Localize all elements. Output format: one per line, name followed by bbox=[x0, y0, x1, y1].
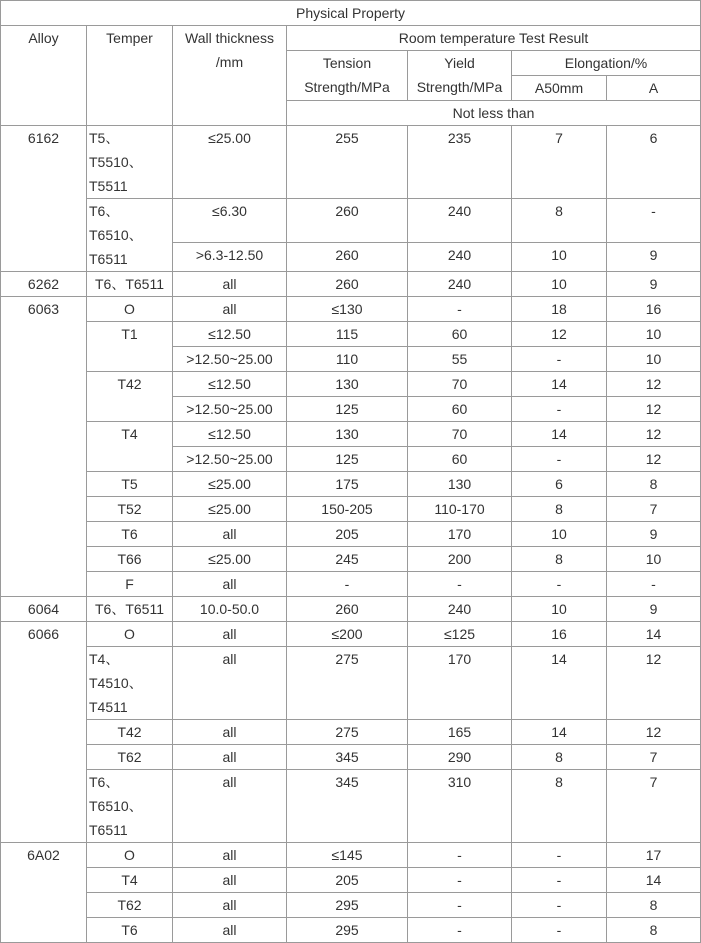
temper-cell: T66 bbox=[87, 547, 173, 572]
tension-cell: 260 bbox=[287, 597, 408, 622]
yield-cell: 170 bbox=[408, 522, 512, 547]
wall-thickness-cell: ≤6.30 bbox=[173, 199, 287, 243]
temper-cell: O bbox=[87, 622, 173, 647]
table-row bbox=[1, 522, 701, 547]
a-cell: 9 bbox=[607, 272, 701, 297]
temper-cell: T62 bbox=[87, 893, 173, 918]
a50-cell: 18 bbox=[512, 297, 607, 322]
wall-thickness-cell: all bbox=[173, 572, 287, 597]
a50-cell: - bbox=[512, 397, 607, 422]
a-cell: - bbox=[607, 199, 701, 243]
a50-cell: - bbox=[512, 572, 607, 597]
header-elongation: Elongation/% bbox=[512, 51, 701, 76]
temper-cell: T6 bbox=[87, 522, 173, 547]
table-row bbox=[1, 547, 701, 572]
table-row bbox=[1, 199, 701, 243]
tension-cell: 125 bbox=[287, 447, 408, 472]
header-temper: Temper bbox=[87, 26, 173, 126]
yield-cell: 60 bbox=[408, 447, 512, 472]
header-tension bbox=[287, 51, 408, 101]
wall-thickness-cell: all bbox=[173, 843, 287, 868]
temper-cell: T4 bbox=[87, 868, 173, 893]
wall-thickness-cell: ≤25.00 bbox=[173, 497, 287, 522]
tension-cell: 295 bbox=[287, 918, 408, 943]
tension-cell: 130 bbox=[287, 372, 408, 397]
yield-cell: - bbox=[408, 918, 512, 943]
temper-line: T6511 bbox=[89, 822, 128, 838]
temper-line: T6、T6510、 bbox=[89, 774, 143, 814]
a50-cell: 8 bbox=[512, 770, 607, 843]
table-row bbox=[1, 572, 701, 597]
temper-cell bbox=[87, 770, 173, 843]
temper-cell: T1 bbox=[87, 322, 173, 372]
yield-cell: 240 bbox=[408, 597, 512, 622]
temper-cell: T4 bbox=[87, 422, 173, 472]
wall-thickness-cell: ≤25.00 bbox=[173, 472, 287, 497]
a-cell: 10 bbox=[607, 322, 701, 347]
a50-cell: - bbox=[512, 918, 607, 943]
wall-thickness-cell: all bbox=[173, 272, 287, 297]
a50-cell: 7 bbox=[512, 126, 607, 199]
tension-cell: - bbox=[287, 572, 408, 597]
wall-thickness-cell: ≤25.00 bbox=[173, 126, 287, 199]
a-cell: 8 bbox=[607, 472, 701, 497]
table-row bbox=[1, 472, 701, 497]
wall-thickness-cell: >12.50~25.00 bbox=[173, 397, 287, 422]
a-cell: 6 bbox=[607, 126, 701, 199]
table-row bbox=[1, 720, 701, 745]
table-row bbox=[1, 868, 701, 893]
wall-thickness-cell: all bbox=[173, 622, 287, 647]
a50-cell: - bbox=[512, 843, 607, 868]
temper-cell: O bbox=[87, 297, 173, 322]
yield-cell: 60 bbox=[408, 322, 512, 347]
table-row bbox=[1, 372, 701, 397]
tension-cell: 260 bbox=[287, 243, 408, 272]
yield-cell: - bbox=[408, 893, 512, 918]
tension-cell: 245 bbox=[287, 547, 408, 572]
wall-thickness-cell: >6.3-12.50 bbox=[173, 243, 287, 272]
a50-cell: 14 bbox=[512, 647, 607, 720]
alloy-cell: 6063 bbox=[1, 297, 87, 597]
tension-cell: ≤130 bbox=[287, 297, 408, 322]
yield-cell: 235 bbox=[408, 126, 512, 199]
yield-cell: 165 bbox=[408, 720, 512, 745]
alloy-cell: 6066 bbox=[1, 622, 87, 843]
a50-cell: 8 bbox=[512, 745, 607, 770]
tension-cell: 115 bbox=[287, 322, 408, 347]
yield-cell: 70 bbox=[408, 422, 512, 447]
tension-cell: 255 bbox=[287, 126, 408, 199]
table-row bbox=[1, 893, 701, 918]
wall-thickness-cell: all bbox=[173, 522, 287, 547]
header-alloy: Alloy bbox=[1, 26, 87, 126]
header-yield bbox=[408, 51, 512, 101]
wall-thickness-cell: all bbox=[173, 297, 287, 322]
a50-cell: - bbox=[512, 868, 607, 893]
tension-cell: 205 bbox=[287, 868, 408, 893]
a50-cell: 14 bbox=[512, 372, 607, 397]
table-row bbox=[1, 297, 701, 322]
table-title: Physical Property bbox=[1, 1, 701, 26]
yield-cell: 310 bbox=[408, 770, 512, 843]
yield-cell: 240 bbox=[408, 272, 512, 297]
wall-thickness-cell: >12.50~25.00 bbox=[173, 447, 287, 472]
a-cell: 12 bbox=[607, 372, 701, 397]
table-row bbox=[1, 918, 701, 943]
a50-cell: 12 bbox=[512, 322, 607, 347]
alloy-cell: 6262 bbox=[1, 272, 87, 297]
alloy-cell: 6064 bbox=[1, 597, 87, 622]
temper-line: T5511 bbox=[89, 178, 128, 194]
wall-thickness-cell: all bbox=[173, 720, 287, 745]
table-row bbox=[1, 770, 701, 843]
wall-thickness-cell: ≤12.50 bbox=[173, 372, 287, 397]
wall-thickness-cell: all bbox=[173, 893, 287, 918]
a50-cell: 16 bbox=[512, 622, 607, 647]
a-cell: 9 bbox=[607, 522, 701, 547]
wall-thickness-cell: all bbox=[173, 868, 287, 893]
tension-cell: 150-205 bbox=[287, 497, 408, 522]
temper-cell: O bbox=[87, 843, 173, 868]
table-row bbox=[1, 497, 701, 522]
table-row bbox=[1, 272, 701, 297]
header-tension-line2: Strength/MPa bbox=[304, 79, 390, 95]
wall-thickness-cell: all bbox=[173, 918, 287, 943]
tension-cell: 260 bbox=[287, 272, 408, 297]
a-cell: 10 bbox=[607, 547, 701, 572]
temper-line: T5、T5510、 bbox=[89, 130, 143, 170]
temper-cell bbox=[87, 647, 173, 720]
tension-cell: 125 bbox=[287, 397, 408, 422]
wall-thickness-cell: all bbox=[173, 647, 287, 720]
a-cell: 8 bbox=[607, 918, 701, 943]
temper-cell: T52 bbox=[87, 497, 173, 522]
tension-cell: ≤200 bbox=[287, 622, 408, 647]
temper-cell: F bbox=[87, 572, 173, 597]
a-cell: 12 bbox=[607, 422, 701, 447]
temper-cell: T42 bbox=[87, 720, 173, 745]
a-cell: 14 bbox=[607, 868, 701, 893]
header-a: A bbox=[607, 76, 701, 101]
yield-cell: - bbox=[408, 572, 512, 597]
a50-cell: 14 bbox=[512, 720, 607, 745]
tension-cell: 130 bbox=[287, 422, 408, 447]
alloy-cell: 6A02 bbox=[1, 843, 87, 943]
table-row bbox=[1, 126, 701, 199]
header-yield-line2: Strength/MPa bbox=[416, 79, 503, 95]
tension-cell: ≤145 bbox=[287, 843, 408, 868]
a-cell: 9 bbox=[607, 243, 701, 272]
a50-cell: 8 bbox=[512, 497, 607, 522]
a-cell: 12 bbox=[607, 447, 701, 472]
table-row bbox=[1, 597, 701, 622]
yield-cell: 170 bbox=[408, 647, 512, 720]
a-cell: 7 bbox=[607, 745, 701, 770]
wall-thickness-cell: ≤12.50 bbox=[173, 322, 287, 347]
a50-cell: 10 bbox=[512, 597, 607, 622]
tension-cell: 345 bbox=[287, 745, 408, 770]
a-cell: 7 bbox=[607, 497, 701, 522]
temper-cell: T6、T6511 bbox=[87, 272, 173, 297]
table-row bbox=[1, 322, 701, 347]
a-cell: 12 bbox=[607, 647, 701, 720]
temper-line: T6、T6510、 bbox=[89, 203, 143, 243]
temper-line: T4511 bbox=[89, 699, 128, 715]
wall-thickness-cell: >12.50~25.00 bbox=[173, 347, 287, 372]
tension-cell: 110 bbox=[287, 347, 408, 372]
header-tension-line1: Tension bbox=[322, 55, 372, 71]
tension-cell: 275 bbox=[287, 720, 408, 745]
yield-cell: 55 bbox=[408, 347, 512, 372]
a-cell: 12 bbox=[607, 720, 701, 745]
wall-thickness-cell: 10.0-50.0 bbox=[173, 597, 287, 622]
header-wall-thickness bbox=[173, 26, 287, 126]
a-cell: 17 bbox=[607, 843, 701, 868]
a50-cell: - bbox=[512, 347, 607, 372]
a50-cell: - bbox=[512, 893, 607, 918]
a50-cell: 8 bbox=[512, 547, 607, 572]
yield-cell: - bbox=[408, 843, 512, 868]
a-cell: 7 bbox=[607, 770, 701, 843]
a50-cell: - bbox=[512, 447, 607, 472]
temper-line: T4、T4510、 bbox=[89, 651, 143, 691]
temper-line: T6511 bbox=[89, 251, 128, 267]
alloy-cell: 6162 bbox=[1, 126, 87, 272]
a-cell: 9 bbox=[607, 597, 701, 622]
header-a50mm: A50mm bbox=[512, 76, 607, 101]
temper-cell bbox=[87, 126, 173, 199]
temper-cell: T62 bbox=[87, 745, 173, 770]
yield-cell: 130 bbox=[408, 472, 512, 497]
tension-cell: 345 bbox=[287, 770, 408, 843]
a-cell: - bbox=[607, 572, 701, 597]
tension-cell: 205 bbox=[287, 522, 408, 547]
tension-cell: 175 bbox=[287, 472, 408, 497]
wall-thickness-cell: all bbox=[173, 745, 287, 770]
tension-cell: 275 bbox=[287, 647, 408, 720]
yield-cell: 290 bbox=[408, 745, 512, 770]
table-row bbox=[1, 647, 701, 720]
yield-cell: 200 bbox=[408, 547, 512, 572]
a50-cell: 10 bbox=[512, 522, 607, 547]
a-cell: 10 bbox=[607, 347, 701, 372]
yield-cell: 240 bbox=[408, 199, 512, 243]
a-cell: 8 bbox=[607, 893, 701, 918]
a50-cell: 8 bbox=[512, 199, 607, 243]
a50-cell: 10 bbox=[512, 243, 607, 272]
a50-cell: 14 bbox=[512, 422, 607, 447]
yield-cell: - bbox=[408, 868, 512, 893]
yield-cell: 60 bbox=[408, 397, 512, 422]
temper-cell: T6 bbox=[87, 918, 173, 943]
header-room-temperature: Room temperature Test Result bbox=[287, 26, 701, 51]
a50-cell: 10 bbox=[512, 272, 607, 297]
temper-cell: T5 bbox=[87, 472, 173, 497]
a50-cell: 6 bbox=[512, 472, 607, 497]
wall-thickness-cell: all bbox=[173, 770, 287, 843]
table-row bbox=[1, 422, 701, 447]
a-cell: 12 bbox=[607, 397, 701, 422]
temper-cell bbox=[87, 199, 173, 272]
wall-thickness-cell: ≤12.50 bbox=[173, 422, 287, 447]
tension-cell: 260 bbox=[287, 199, 408, 243]
temper-cell: T6、T6511 bbox=[87, 597, 173, 622]
a-cell: 16 bbox=[607, 297, 701, 322]
temper-cell: T42 bbox=[87, 372, 173, 422]
header-wall-thickness-line2: /mm bbox=[215, 54, 244, 70]
header-wall-thickness-line1: Wall thickness bbox=[185, 30, 274, 46]
table-row bbox=[1, 745, 701, 770]
table-row bbox=[1, 622, 701, 647]
tension-cell: 295 bbox=[287, 893, 408, 918]
a-cell: 14 bbox=[607, 622, 701, 647]
yield-cell: 240 bbox=[408, 243, 512, 272]
wall-thickness-cell: ≤25.00 bbox=[173, 547, 287, 572]
header-not-less-than: Not less than bbox=[287, 101, 701, 126]
yield-cell: - bbox=[408, 297, 512, 322]
header-yield-line1: Yield bbox=[444, 55, 475, 71]
yield-cell: ≤125 bbox=[408, 622, 512, 647]
yield-cell: 110-170 bbox=[408, 497, 512, 522]
yield-cell: 70 bbox=[408, 372, 512, 397]
